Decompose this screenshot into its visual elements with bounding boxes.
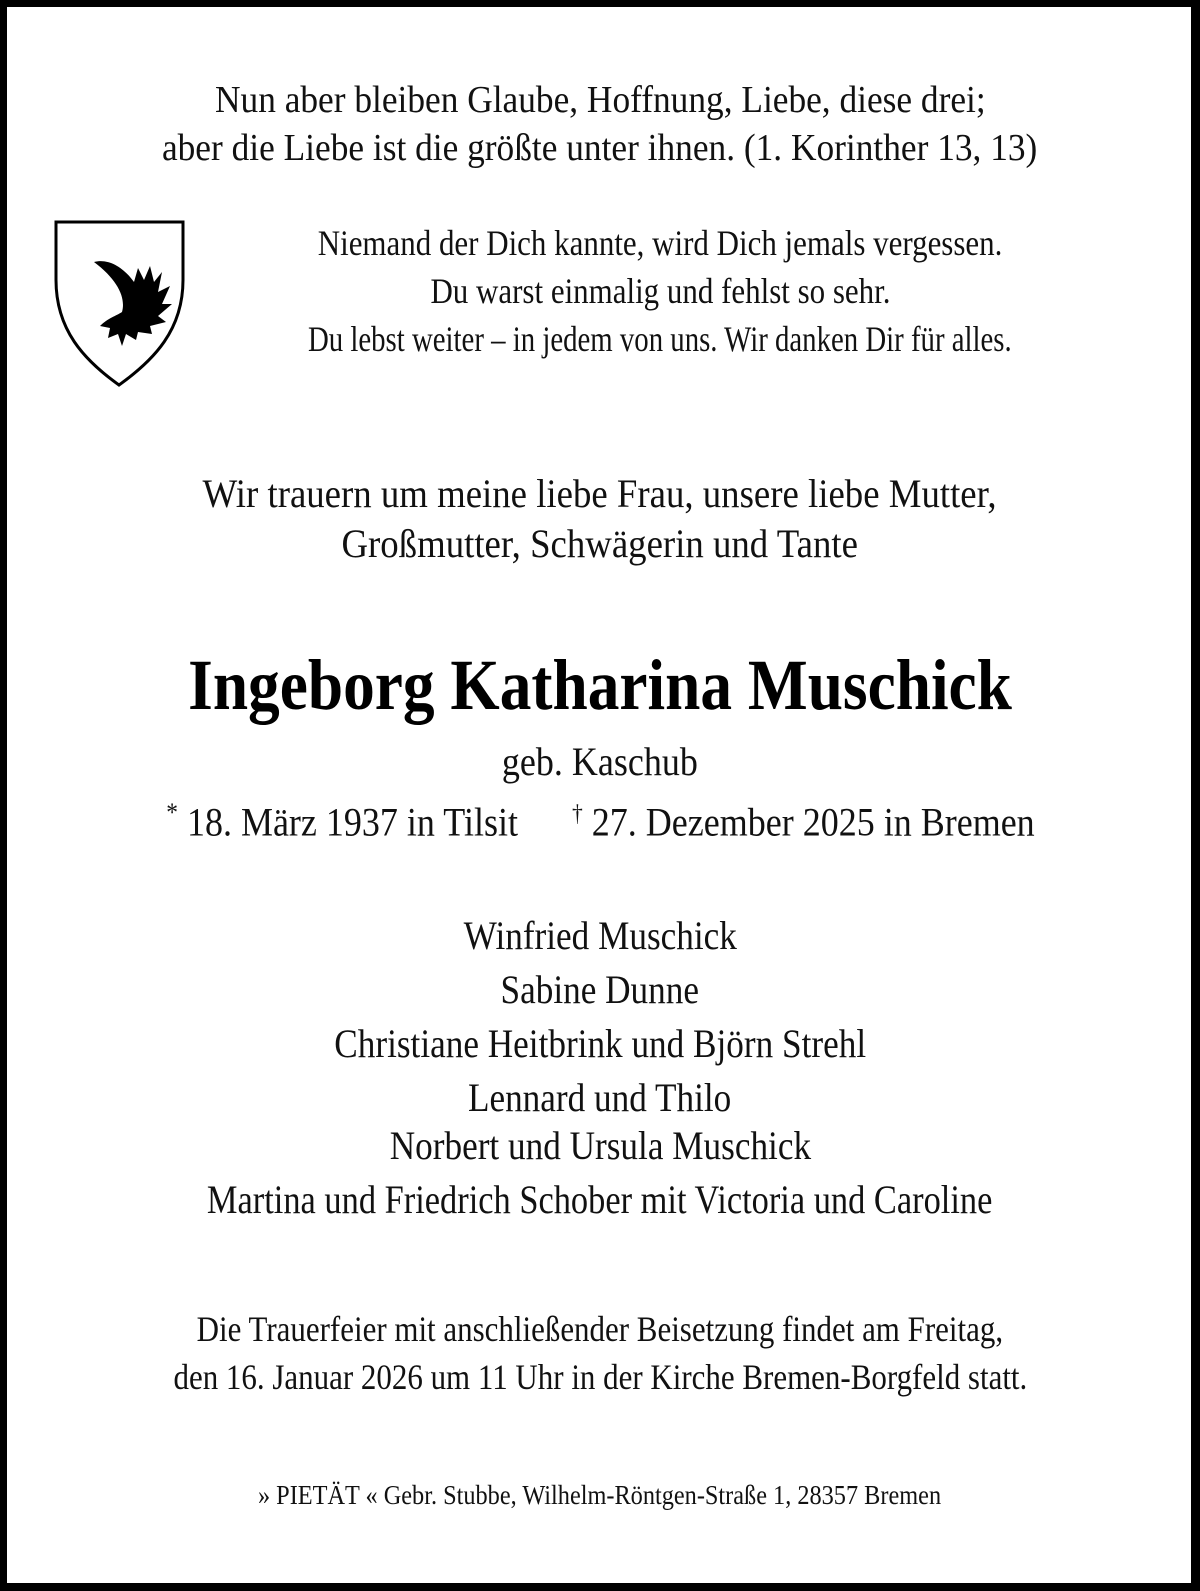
mourning-line: Großmutter, Schwägerin und Tante [341,521,859,566]
maiden-name: geb. Kaschub [502,739,698,784]
mourning-line: Wir trauern um meine liebe Frau, unsere liebe Mutter, [202,471,998,516]
death-date: 27. Dezember 2025 in Bremen [591,799,1035,845]
family-member: Martina und Friedrich Schober mit Victoria und Caroline [207,1177,993,1222]
coat-of-arms-icon [54,220,185,388]
verse-line: Nun aber bleiben Glaube, Hoffnung, Liebe, diese drei; [214,79,986,121]
family-member: Lennard und Thilo [468,1075,732,1120]
birth-date: 18. März 1937 in Tilsit [186,799,518,845]
family-member: Winfried Muschick [463,913,737,958]
life-dates [0,798,1200,845]
funeral-home-footer: » PIETÄT « Gebr. Stubbe, Wilhelm-Röntgen-Straße 1, 28357 Bremen [258,1480,942,1510]
family-member: Norbert und Ursula Muschick [389,1123,811,1168]
family-member: Sabine Dunne [500,967,700,1012]
poem-line: Du warst einmalig und fehlst so sehr. [429,271,891,311]
birth-star-icon: * [165,798,178,827]
deceased-name: Ingeborg Katharina Muschick [188,645,1012,725]
family-member: Christiane Heitbrink und Björn Strehl [334,1021,866,1066]
poem-line: Niemand der Dich kannte, wird Dich jemals vergessen. [317,223,1003,263]
poem-line: Du lebst weiter – in jedem von uns. Wir danken Dir für alles. [308,319,1012,359]
service-line: den 16. Januar 2026 um 11 Uhr in der Kirche Bremen-Borgfeld statt. [173,1357,1027,1397]
service-line: Die Trauerfeier mit anschließender Beisetzung findet am Freitag, [196,1309,1004,1349]
verse-line: aber die Liebe ist die größte unter ihnen. (1. Korinther 13, 13) [162,127,1038,169]
death-cross-icon: † [571,801,583,827]
